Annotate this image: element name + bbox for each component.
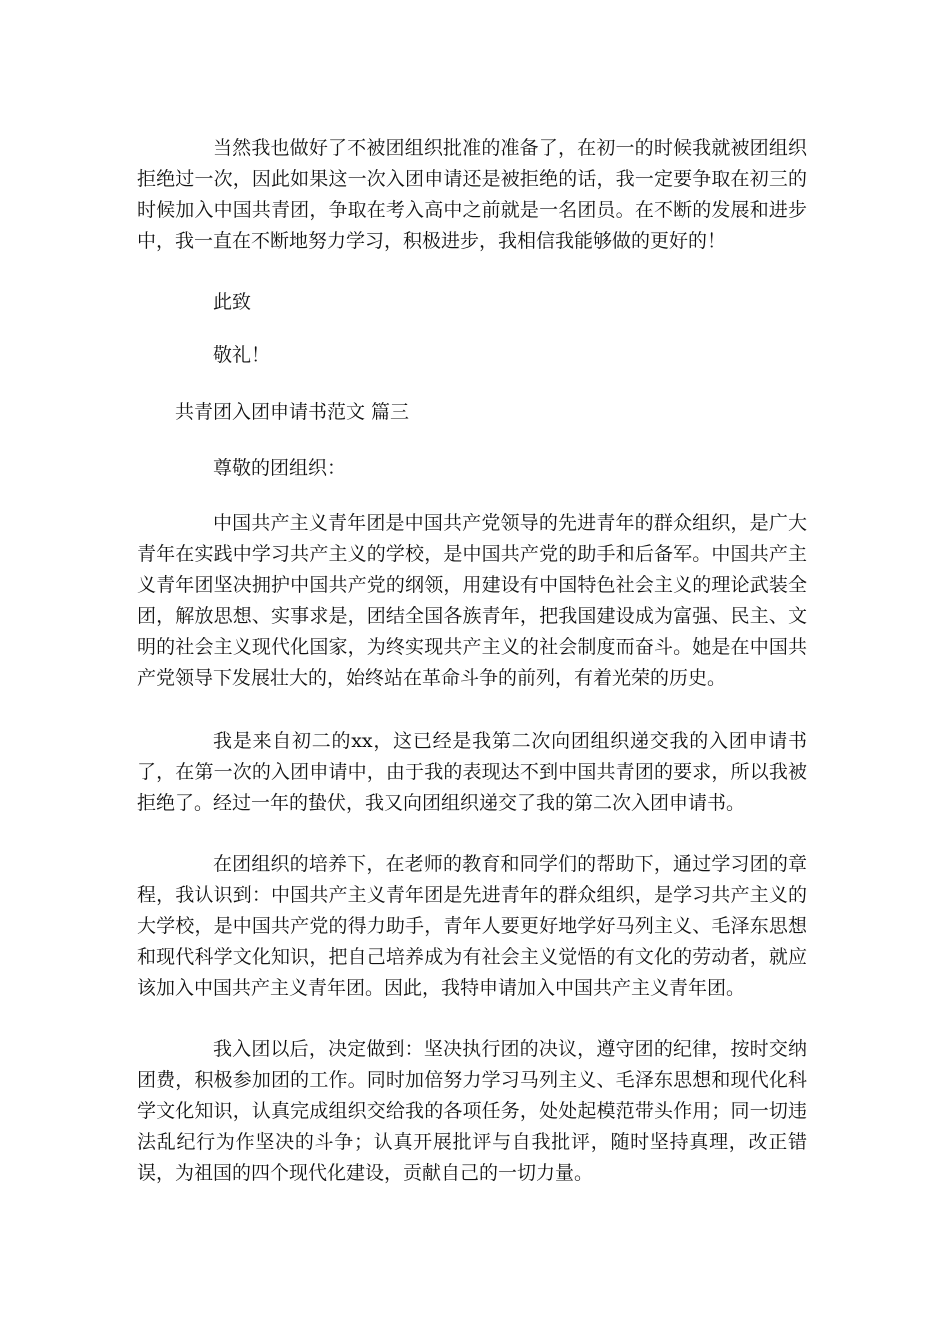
paragraph-4: 在团组织的培养下，在老师的教育和同学们的帮助下，通过学习团的章程，我认识到：中国共产主义青年团是先进青年的群众组织，是学习共产主义的大学校，是中国共产党的得力助手，青年人要更好地学好马列主义、毛泽东思想和现代科学文化知识，把自己培养成为有社会主义觉悟的有文化的劳动者，就应该加入中国共产主义青年团。因此，我特申请加入中国共产主义青年团。: [137, 853, 807, 999]
section-title: 共青团入团申请书范文 篇三: [175, 401, 410, 423]
closing-jingli: 敬礼！: [213, 344, 271, 366]
paragraph-3: 我是来自初二的xx，这已经是我第二次向团组织递交我的入团申请书了，在第一次的入团申请中，由于我的表现达不到中国共青团的要求，所以我被拒绝了。经过一年的蛰伏，我又向团组织递交了我的第二次入团申请书。: [137, 730, 807, 814]
closing-cizhi: 此致: [213, 291, 252, 313]
paragraph-5: 我入团以后，决定做到：坚决执行团的决议，遵守团的纪律，按时交纳团费，积极参加团的工作。同时加倍努力学习马列主义、毛泽东思想和现代化科学文化知识，认真完成组织交给我的各项任务，处处起模范带头作用；同一切违法乱纪行为作坚决的斗争；认真开展批评与自我批评，随时坚持真理，改正错误，为祖国的四个现代化建设，贡献自己的一切力量。: [137, 1038, 807, 1184]
salutation: 尊敬的团组织：: [213, 457, 347, 479]
paragraph-1: 当然我也做好了不被团组织批准的准备了，在初一的时候我就被团组织拒绝过一次，因此如果这一次入团申请还是被拒绝的话，我一定要争取在初三的时候加入中国共青团，争取在考入高中之前就是一名团员。在不断的发展和进步中，我一直在不断地努力学习，积极进步，我相信我能够做的更好的！: [137, 137, 807, 252]
paragraph-2: 中国共产主义青年团是中国共产党领导的先进青年的群众组织，是广大青年在实践中学习共产主义的学校，是中国共产党的助手和后备军。中国共产主义青年团坚决拥护中国共产党的纲领，用建设有中国特色社会主义的理论武装全团，解放思想、实事求是，团结全国各族青年，把我国建设成为富强、民主、文明的社会主义现代化国家，为终实现共产主义的社会制度而奋斗。她是在中国共产党领导下发展壮大的，始终站在革命斗争的前列，有着光荣的历史。: [137, 512, 807, 689]
